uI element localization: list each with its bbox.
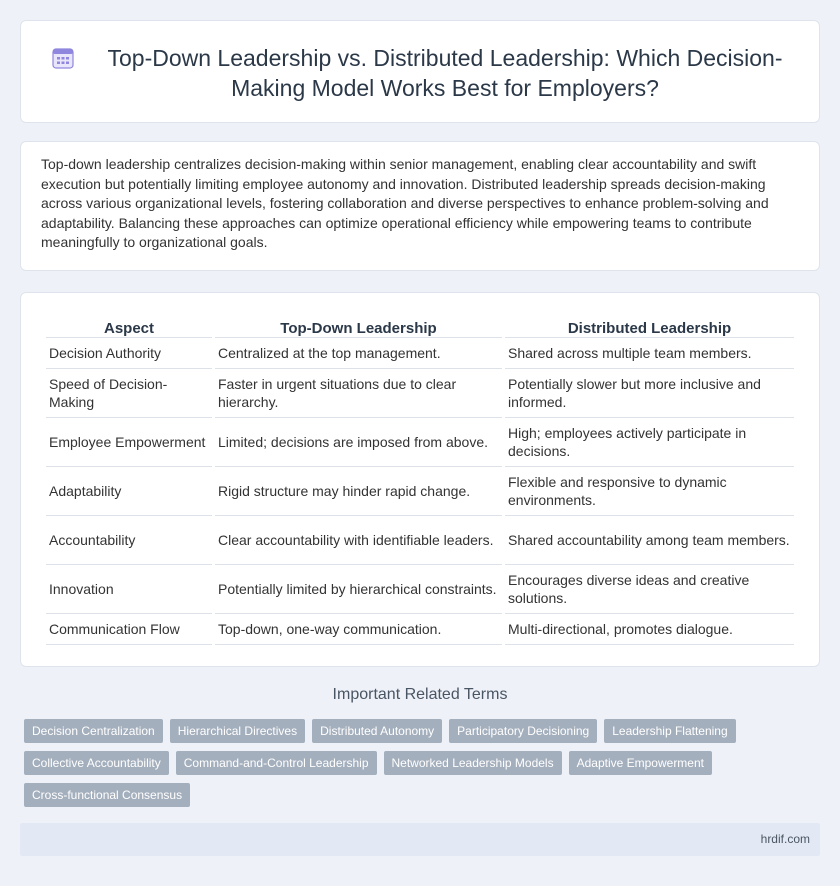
table-row (46, 516, 794, 565)
table-cell: Encourages diverse ideas and creative solutions. (505, 565, 794, 614)
table-row (46, 565, 794, 614)
table-cell: Limited; decisions are imposed from above. (215, 418, 502, 467)
table-row (46, 467, 794, 516)
header-top-down: Top-Down Leadership (215, 313, 502, 338)
table-row (46, 369, 794, 418)
table-cell: Speed of Decision-Making (46, 369, 212, 418)
table-cell: Potentially limited by hierarchical constraints. (215, 565, 502, 614)
table-cell: Rigid structure may hinder rapid change. (215, 467, 502, 516)
related-terms-list (24, 719, 824, 815)
comparison-table (43, 313, 797, 645)
header-card (20, 20, 820, 123)
table-cell: Faster in urgent situations due to clear hierarchy. (215, 369, 502, 418)
tag-cross-functional-consensus[interactable]: Cross-functional Consensus (24, 783, 190, 807)
header-aspect: Aspect (46, 313, 212, 338)
table-cell: Multi-directional, promotes dialogue. (505, 614, 794, 645)
related-terms-heading: Important Related Terms (332, 686, 508, 703)
tag-adaptive-empowerment[interactable]: Adaptive Empowerment (569, 751, 712, 775)
table-cell: Employee Empowerment (46, 418, 212, 467)
tag-distributed-autonomy[interactable]: Distributed Autonomy (312, 719, 442, 743)
table-cell: Shared accountability among team members. (505, 516, 794, 565)
footer (20, 823, 820, 856)
header-distributed: Distributed Leadership (505, 313, 794, 338)
tag-row (24, 719, 824, 743)
tag-command-and-control-leadership[interactable]: Command-and-Control Leadership (176, 751, 377, 775)
tag-collective-accountability[interactable]: Collective Accountability (24, 751, 169, 775)
page-title: Top-Down Leadership vs. Distributed Leadership: Which Decision-Making Model Works Best for Employers? (107, 45, 783, 101)
tag-decision-centralization[interactable]: Decision Centralization (24, 719, 163, 743)
table-cell: Clear accountability with identifiable leaders. (215, 516, 502, 565)
intro-card (20, 141, 820, 271)
table-header-row (46, 313, 794, 338)
table-cell: Communication Flow (46, 614, 212, 645)
comparison-card (20, 292, 820, 667)
table-cell: Accountability (46, 516, 212, 565)
table-cell: Centralized at the top management. (215, 338, 502, 369)
table-cell: Decision Authority (46, 338, 212, 369)
table-cell: Innovation (46, 565, 212, 614)
tag-row (24, 783, 824, 807)
table-cell: Flexible and responsive to dynamic environments. (505, 467, 794, 516)
table-cell: Top-down, one-way communication. (215, 614, 502, 645)
tag-networked-leadership-models[interactable]: Networked Leadership Models (384, 751, 562, 775)
table-row (46, 338, 794, 369)
tag-row (24, 751, 824, 775)
calendar-icon (52, 47, 74, 69)
tag-leadership-flattening[interactable]: Leadership Flattening (604, 719, 735, 743)
table-row (46, 418, 794, 467)
tag-hierarchical-directives[interactable]: Hierarchical Directives (170, 719, 305, 743)
intro-paragraph: Top-down leadership centralizes decision-making within senior management, enabling clear accountability and swift execution but potentially limiting employee autonomy and innovation. Distributed leadership spreads decision-making across various organizational levels, fostering collaboration and diverse perspectives to enhance problem-solving and adaptability. Balancing these approaches can optimize operational efficiency while empowering teams to contribute meaningfully to organizational goals. (41, 156, 769, 251)
table-cell: Potentially slower but more inclusive and informed. (505, 369, 794, 418)
table-row (46, 614, 794, 645)
tag-participatory-decisioning[interactable]: Participatory Decisioning (449, 719, 597, 743)
table-cell: Adaptability (46, 467, 212, 516)
table-cell: High; employees actively participate in decisions. (505, 418, 794, 467)
table-cell: Shared across multiple team members. (505, 338, 794, 369)
footer-site-link[interactable]: hrdif.com (760, 832, 810, 846)
